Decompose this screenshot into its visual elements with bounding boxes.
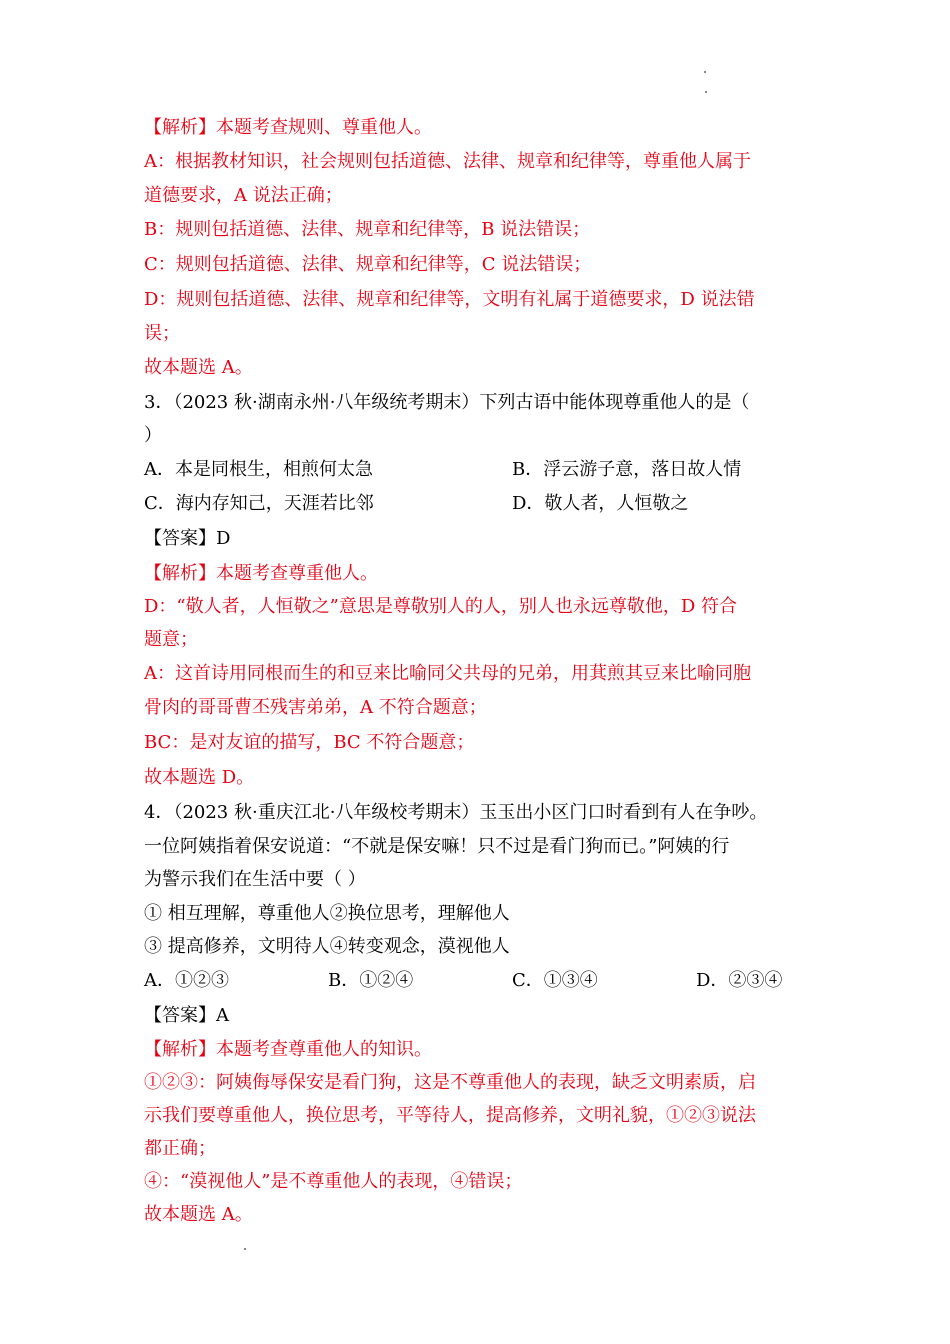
q3-option-c: C．海内存知己，天涯若比邻 xyxy=(144,493,374,514)
q2-analysis-a-line2: 道德要求，A 说法正确； xyxy=(144,185,343,206)
q2-analysis-heading: 【解析】本题考查规则、尊重他人。 xyxy=(144,117,432,138)
q3-option-a: A．本是同根生，相煎何太急 xyxy=(144,459,373,480)
q2-analysis-a-line1: A：根据教材知识，社会规则包括道德、法律、规章和纪律等，尊重他人属于 xyxy=(144,151,751,172)
q4-stem-line2: 一位阿姨指着保安说道：“不就是保安嘛！只不过是看门狗而已。”阿姨的行 xyxy=(144,836,730,857)
q2-analysis-c: C：规则包括道德、法律、规章和纪律等，C 说法错误； xyxy=(144,254,592,275)
q2-analysis-conclusion: 故本题选 A。 xyxy=(144,357,253,378)
q4-analysis-conclusion: 故本题选 A。 xyxy=(144,1204,253,1225)
q2-analysis-d-line2: 误； xyxy=(144,323,180,344)
q3-analysis-d-line2: 题意； xyxy=(144,629,198,650)
q4-option-d: D．②③④ xyxy=(696,970,783,991)
q4-analysis-p1-line3: 都正确； xyxy=(144,1138,216,1159)
q2-analysis-d-line1: D：规则包括道德、法律、规章和纪律等，文明有礼属于道德要求，D 说法错 xyxy=(144,289,755,310)
q4-items-line2: ③ 提高修养，文明待人④转变观念，漠视他人 xyxy=(144,936,510,957)
q4-option-b: B．①②④ xyxy=(328,970,414,991)
q4-answer: 【答案】A xyxy=(144,1005,229,1026)
page-mark-bottom xyxy=(244,1248,246,1250)
q4-option-a: A．①②③ xyxy=(144,970,229,991)
q3-stem-line2: ） xyxy=(144,425,162,446)
page-mark-top-1 xyxy=(704,71,706,73)
q4-stem-line3: 为警示我们在生活中要（ ） xyxy=(144,869,366,890)
q3-option-b: B．浮云游子意，落日故人情 xyxy=(512,459,742,480)
q3-analysis-heading: 【解析】本题考查尊重他人。 xyxy=(144,563,378,584)
q4-analysis-heading: 【解析】本题考查尊重他人的知识。 xyxy=(144,1039,432,1060)
q3-analysis-d-line1: D：“敬人者，人恒敬之”意思是尊敬别人的人，别人也永远尊敬他，D 符合 xyxy=(144,596,737,617)
q3-stem-line1: 3．（2023 秋·湖南永州·八年级统考期末）下列古语中能体现尊重他人的是（ xyxy=(144,392,750,413)
q4-stem-line1: 4．（2023 秋·重庆江北·八年级校考期末）玉玉出小区门口时看到有人在争吵。 xyxy=(144,802,768,823)
q4-items-line1: ① 相互理解，尊重他人②换位思考，理解他人 xyxy=(144,903,510,924)
q3-analysis-bc: BC：是对友谊的描写，BC 不符合题意； xyxy=(144,732,475,753)
q4-analysis-p2: ④：“漠视他人”是不尊重他人的表现，④错误； xyxy=(144,1171,523,1192)
q3-analysis-a-line2: 骨肉的哥哥曹丕残害弟弟，A 不符合题意； xyxy=(144,697,487,718)
q3-option-d: D．敬人者，人恒敬之 xyxy=(512,493,689,514)
page-mark-top-2 xyxy=(705,91,707,93)
q2-analysis-b: B：规则包括道德、法律、规章和纪律等，B 说法错误； xyxy=(144,219,591,240)
q3-analysis-a-line1: A：这首诗用同根而生的和豆来比喻同父共母的兄弟，用萁煎其豆来比喻同胞 xyxy=(144,663,751,684)
q3-analysis-conclusion: 故本题选 D。 xyxy=(144,767,255,788)
q4-analysis-p1-line2: 示我们要尊重他人，换位思考，平等待人，提高修养，文明礼貌，①②③说法 xyxy=(144,1105,756,1126)
q3-answer: 【答案】D xyxy=(144,528,231,549)
q4-analysis-p1-line1: ①②③：阿姨侮辱保安是看门狗，这是不尊重他人的表现，缺乏文明素质，启 xyxy=(144,1072,756,1093)
q4-option-c: C．①③④ xyxy=(512,970,598,991)
